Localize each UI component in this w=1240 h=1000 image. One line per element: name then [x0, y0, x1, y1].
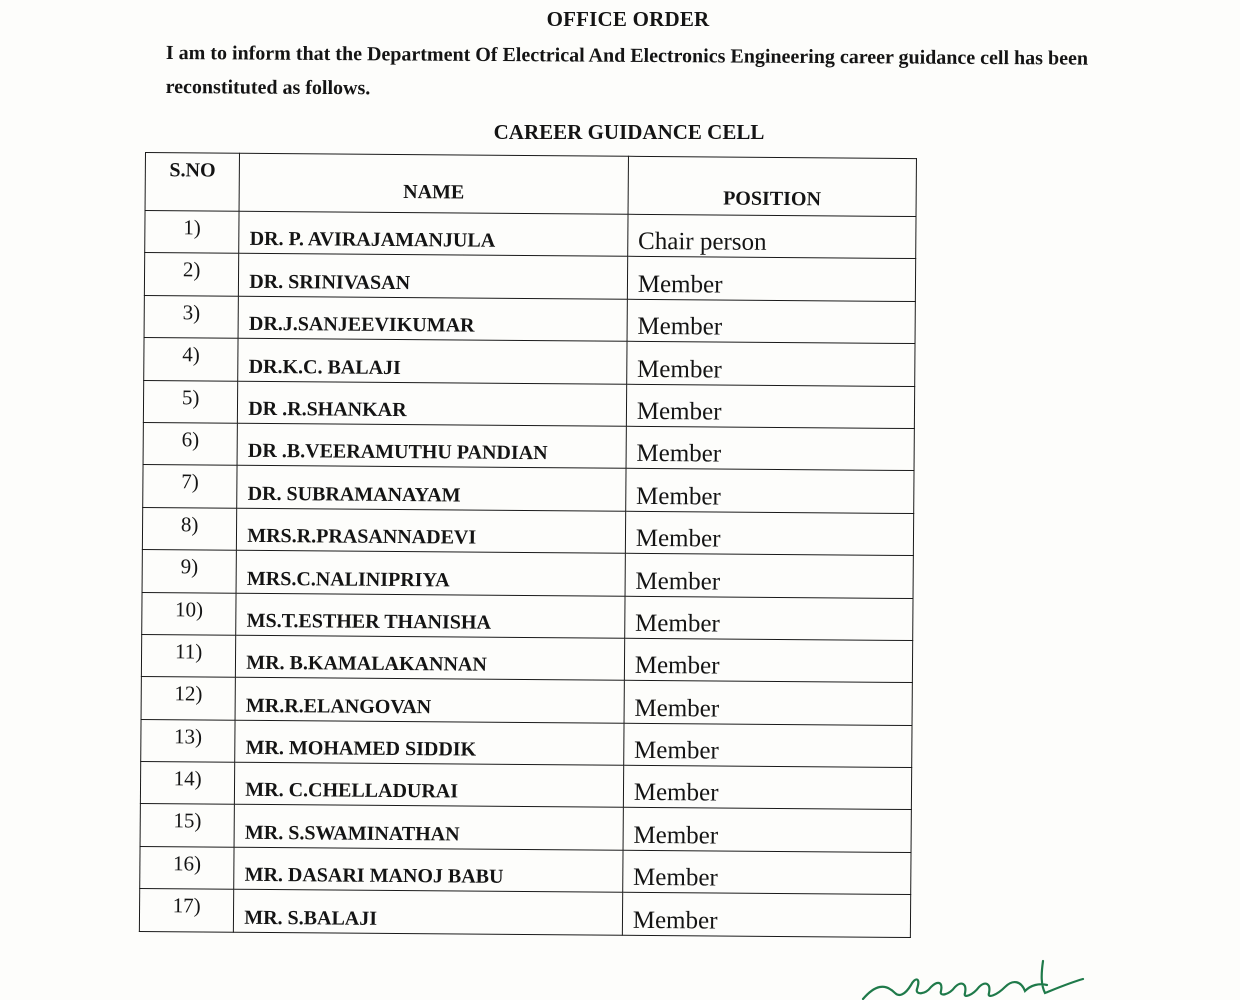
cell-name: DR. SRINIVASAN: [239, 254, 628, 299]
cell-sno: 4): [144, 338, 239, 381]
cell-name: MR. S.SWAMINATHAN: [234, 805, 623, 850]
table-row: [143, 380, 914, 428]
table-row: [143, 422, 914, 470]
cell-name: MRS.C.NALINIPRIYA: [236, 550, 625, 595]
table-row: [143, 465, 914, 513]
cell-sno: 9): [142, 550, 237, 593]
cell-position: Member: [627, 257, 916, 302]
document-title: OFFICE ORDER: [546, 7, 710, 31]
members-table-wrapper: [139, 152, 917, 938]
table-row: [144, 253, 915, 301]
cell-position: Member: [623, 765, 912, 810]
table-row: [140, 804, 911, 852]
cell-sno: 3): [144, 295, 239, 338]
cell-sno: 15): [140, 804, 235, 847]
cell-sno: 7): [143, 465, 238, 508]
cell-position: Member: [622, 893, 911, 938]
table-row: [144, 295, 915, 343]
cell-position: Chair person: [627, 214, 916, 259]
table-row: [141, 634, 912, 682]
cell-name: MR. S.BALAJI: [234, 889, 623, 934]
cell-position: Member: [624, 596, 913, 641]
cell-position: Member: [625, 553, 914, 598]
cell-name: MR. C.CHELLADURAI: [235, 762, 624, 807]
table-row: [140, 762, 911, 810]
cell-name: DR. P. AVIRAJAMANJULA: [239, 211, 628, 256]
cell-sno: 8): [142, 507, 237, 550]
cell-position: Member: [627, 299, 916, 344]
cell-name: MR.R.ELANGOVAN: [235, 678, 624, 723]
cell-position: Member: [624, 638, 913, 683]
cell-sno: 14): [140, 762, 235, 805]
signature-image: [855, 955, 1095, 1000]
cell-name: DR .R.SHANKAR: [238, 381, 627, 426]
cell-sno: 17): [139, 889, 234, 932]
cell-position: Member: [626, 426, 915, 471]
cell-name: DR.K.C. BALAJI: [238, 338, 627, 383]
cell-name: MR. MOHAMED SIDDIK: [235, 720, 624, 765]
table-row: [141, 677, 912, 725]
cell-position: Member: [625, 469, 914, 514]
table-row: [140, 846, 911, 894]
cell-position: Member: [623, 723, 912, 768]
cell-position: Member: [624, 681, 913, 726]
cell-sno: 12): [141, 677, 236, 720]
table-row: [144, 338, 915, 386]
cell-sno: 10): [142, 592, 237, 635]
header-name: NAME: [239, 153, 628, 214]
table-body: [139, 211, 916, 938]
cell-name: MRS.R.PRASANNADEVI: [237, 508, 626, 553]
cell-sno: 2): [144, 253, 239, 296]
members-table: [139, 152, 917, 938]
cell-position: Member: [626, 384, 915, 429]
table-row: [139, 889, 910, 937]
header-sno: S.NO: [145, 153, 240, 212]
cell-sno: 1): [145, 211, 240, 254]
intro-paragraph: I am to inform that the Department Of Electrical And Electronics Engineering career guidance cell has been reconstituted as follows.: [165, 41, 1089, 100]
table-row: [141, 719, 912, 767]
section-title: CAREER GUIDANCE CELL: [493, 120, 765, 144]
cell-position: Member: [622, 850, 911, 895]
cell-position: Member: [623, 808, 912, 853]
table-row: [142, 550, 913, 598]
table-row: [145, 211, 916, 259]
cell-name: DR.J.SANJEEVIKUMAR: [238, 296, 627, 341]
cell-name: DR. SUBRAMANAYAM: [237, 466, 626, 511]
cell-sno: 6): [143, 422, 238, 465]
cell-name: DR .B.VEERAMUTHU PANDIAN: [237, 423, 626, 468]
cell-name: MR. DASARI MANOJ BABU: [234, 847, 623, 892]
table-row: [142, 592, 913, 640]
table-header-row: [145, 153, 916, 217]
cell-sno: 16): [140, 846, 235, 889]
cell-position: Member: [625, 511, 914, 556]
cell-sno: 5): [143, 380, 238, 423]
cell-name: MR. B.KAMALAKANNAN: [236, 635, 625, 680]
cell-position: Member: [626, 341, 915, 386]
cell-sno: 13): [141, 719, 236, 762]
table-row: [142, 507, 913, 555]
header-position: POSITION: [628, 156, 917, 216]
cell-sno: 11): [141, 634, 236, 677]
cell-name: MS.T.ESTHER THANISHA: [236, 593, 625, 638]
